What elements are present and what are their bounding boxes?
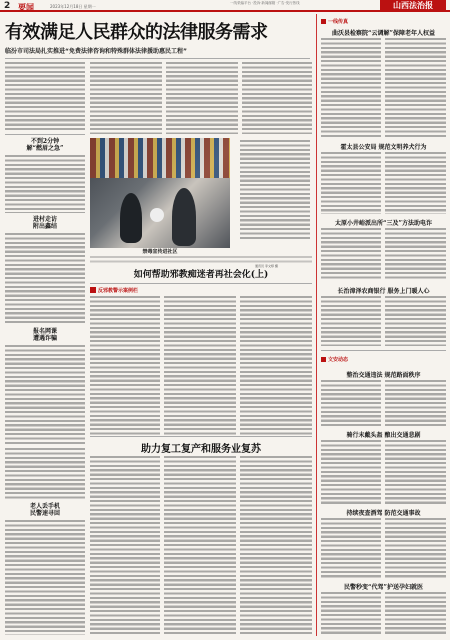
column-divider [316, 14, 317, 636]
article-text-block [321, 152, 381, 214]
newspaper-logo: 山西法治报 [380, 0, 446, 11]
article-text-block [240, 296, 312, 436]
right-headline: 长治漳泽农商银行 服务上门暖人心 [337, 288, 430, 295]
article-text-block [90, 62, 162, 134]
article-text-block [5, 62, 85, 132]
article-text-block [321, 296, 381, 346]
brief-title: 报名网课 遭遇诈骗 [32, 328, 57, 342]
right-rule [321, 350, 446, 351]
article-text-block [385, 518, 446, 578]
page-number: 2 [4, 1, 11, 11]
brief-text [5, 520, 85, 635]
photo-person [172, 188, 196, 246]
hotline-info: 一线采编平台 ·投诉·新闻邮箱 ·广告·发行热线 [230, 1, 300, 5]
right-headline: 民警秒变“代驾”护送孕妇就医 [344, 584, 423, 591]
article-text-block [90, 296, 160, 436]
article-text-block [385, 592, 446, 636]
brief-title: 进村走访 附出鑫结 [32, 216, 57, 230]
article-text-block [385, 38, 446, 138]
brief-title: 不到2分钟 解“燃眉之急” [26, 138, 64, 152]
feature-banner: 如何帮助邪教痴迷者再社会化(上) [133, 270, 269, 280]
mid-headline: 助力复工复产和服务业复苏 [141, 444, 261, 455]
photo-credit: 通讯员 李文婷 摄 [255, 264, 278, 268]
brief-text [5, 233, 85, 325]
section-tag-icon [90, 287, 96, 293]
article-text-block [164, 456, 236, 636]
right-headline: 霍太县公安局 规范文明养犬行为 [340, 144, 427, 151]
brief-text [5, 345, 85, 445]
photo-shelf-shape [90, 138, 230, 178]
article-text-block [90, 456, 160, 636]
brief-title: 老人丢手机 民警速寻回 [29, 503, 60, 517]
page-header [0, 0, 450, 12]
section-name: 要闻 [18, 3, 34, 12]
article-text-block [164, 296, 236, 436]
article-text-block [321, 228, 381, 280]
article-text-block [321, 440, 381, 504]
article-text-block [321, 38, 381, 138]
photo-caption-area [240, 140, 310, 240]
article-text-block [385, 380, 446, 426]
right-headline: 太原小井峪派出所“三及”方法助电诈 [335, 220, 432, 227]
caption-text [90, 256, 312, 264]
article-text-block [385, 228, 446, 280]
right-headline: 骑行未戴头盔 酿出交通悲剧 [346, 432, 421, 439]
article-text-block [321, 518, 381, 578]
article-text-block [242, 62, 312, 134]
main-subhead: 临汾市司法局扎实推进“免费法律咨询和特殊群体法律援助惠民工程” [5, 48, 187, 55]
article-text-block [385, 152, 446, 214]
article-text-block [321, 592, 381, 636]
photo-person [120, 193, 142, 243]
article-text-block [166, 62, 238, 134]
right-section-tag: 文安动态 [321, 356, 348, 363]
right-headline: 持续夜查酒驾 防范交通事故 [346, 510, 421, 517]
banner-rule [90, 283, 312, 284]
issue-date: 2023年12月18日 星期一 [50, 4, 96, 9]
article-text-block [321, 380, 381, 426]
article-text-block [385, 440, 446, 504]
right-headline: 整治交通违法 规范路面秩序 [346, 372, 421, 379]
article-text-block [385, 296, 446, 346]
headline-rule [5, 58, 310, 59]
photo-mask [150, 208, 164, 222]
brief-text [5, 448, 85, 500]
news-photo [90, 138, 230, 248]
article-text-block [240, 456, 312, 636]
section-tag: 反邪教警示案例栏 [98, 288, 139, 294]
brief-text [5, 155, 85, 213]
right-headline: 曲沃县检察院“云调解”保障老年人权益 [332, 30, 435, 37]
photo-caption: 禁毒宣传进社区 [142, 249, 178, 255]
main-headline: 有效满足人民群众的法律服务需求 [5, 22, 268, 43]
article-text-block [240, 140, 310, 240]
right-section-tag: 一线传真 [321, 18, 348, 25]
mid-rule [90, 436, 312, 437]
brief-rule [5, 134, 85, 135]
